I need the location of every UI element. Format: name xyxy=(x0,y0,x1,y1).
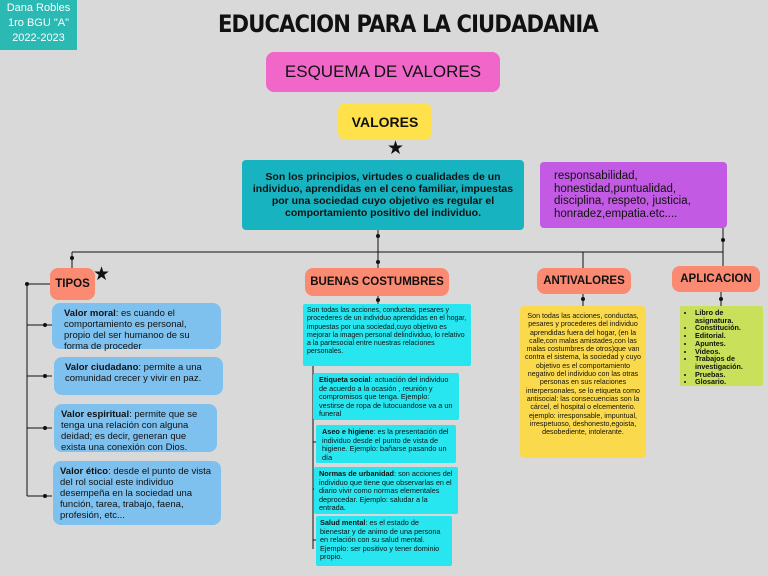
tipo-term: Valor ético xyxy=(60,466,109,477)
tipos-header: TIPOS xyxy=(50,268,95,300)
buena-card-aseo xyxy=(316,425,456,463)
page-title: EDUCACION PARA LA CIUDADANIA xyxy=(218,10,598,38)
aplicacion-item: • Pruebas. xyxy=(695,371,761,379)
tipo-term: Valor moral xyxy=(64,308,116,319)
buenas-intro-box: Son todas las acciones, conductas, pesares y procederes de un individuo aprendidas en el hogar, impuestas por una sociedad,cuyo objetivo es mejorar la imagen personal delindividuo, lo relativo a la partesocial entre nuestras relaciones personales. xyxy=(303,304,471,366)
tipo-card-espiritual xyxy=(54,404,217,452)
values-list-box: responsabilidad, honestidad,puntualidad, disciplina, respeto, justicia, honradez,empatia.etc.... xyxy=(540,162,727,228)
aplicacion-item: • Constitución. xyxy=(695,324,761,332)
tipo-term: Valor ciudadano xyxy=(65,362,139,373)
star-icon: ★ xyxy=(387,138,405,159)
antivalores-box: Son todas las acciones, conductas, pesares y procederes del individuo aprendidas fuera del hogar, (en la calle,con malas amistades,con las malas costumbres de otros)que van contra el sistema, la sociedad y cuyo objetivo es el comportamiento negativo del individuo con las otras personas en sus relaciones interpersonales, se lo etiqueta como antisocial: las consecuencias son la cárcel, el hospital o elcementerio. ejemplo: irresponsable, impuntual, irrespetuoso, deshonesto,egoista, desobediente, intolerante. xyxy=(520,306,646,458)
author-year: 2022-2023 xyxy=(12,32,65,44)
aplicacion-header: APLICACION xyxy=(672,266,760,292)
buena-term: Salud mental xyxy=(320,518,366,527)
aplicacion-item: • Glosario. xyxy=(695,378,761,386)
tipo-term: Valor espiritual xyxy=(61,409,130,420)
tipo-card-moral xyxy=(52,303,221,352)
buena-term: Normas de urbanidad xyxy=(319,469,395,478)
tipo-card-etico xyxy=(53,461,221,525)
buena-text: : son acciones del individuo que tiene que observarlas en el diario vivir como normas elementales deprocedar. Ejemplo: saludar a la entrada. xyxy=(319,469,453,513)
valores-box: VALORES xyxy=(338,103,432,140)
aplicacion-item: • Editorial. xyxy=(695,332,761,340)
star-icon: ★ xyxy=(93,264,111,285)
antivalores-header: ANTIVALORES xyxy=(537,268,631,294)
aplicacion-list xyxy=(685,309,761,386)
tipo-card-ciudadano xyxy=(54,357,223,395)
tipo-text: : permite que se tenga una relación con alguna deidad; es decir, generan que exista una conexión con Dios. xyxy=(61,409,198,453)
aplicacion-item: • Apuntes. xyxy=(695,340,761,348)
aplicacion-item: • Libro de asignatura. xyxy=(695,309,761,324)
tipo-text: : permite a una comunidad crecer y vivir en paz. xyxy=(65,362,202,384)
buena-text: : es el estado de bienestar y de animo de una persona en relación con su salud mental. Ejemplo: ser positivo y tener dominio propio. xyxy=(320,518,441,562)
buena-card-etiqueta xyxy=(313,373,459,420)
definition-box: Son los principios, virtudes o cualidades de un individuo, aprendidas en el ceno familiar, impuestas por una sociedad cuyo objetivo es regular el comportamiento positivo del individuo. xyxy=(242,160,524,230)
author-course: 1ro BGU "A" xyxy=(8,17,69,29)
aplicacion-item: • Trabajos de investigación. xyxy=(695,355,761,370)
author-badge xyxy=(0,0,77,50)
buena-card-urbanidad xyxy=(314,467,458,514)
buenas-costumbres-header: BUENAS COSTUMBRES xyxy=(305,268,449,296)
buena-card-salud xyxy=(316,516,452,566)
tipo-text: : es cuando el comportamiento es personal, propio del ser humanoo de su forma de proceder xyxy=(64,308,190,352)
esquema-box: ESQUEMA DE VALORES xyxy=(266,52,500,92)
buena-term: Etiqueta social xyxy=(319,375,371,384)
buena-text: : es la presentación del individuo desde el punto de vista de higiene. Ejemplo: bañarse pasando un día xyxy=(322,427,449,462)
aplicacion-item: • Videos. xyxy=(695,348,761,356)
tipo-text: : desde el punto de vista del rol social este individuo desempeña en la sociedad una función, tarea, trabajo, faena, profesión, etc... xyxy=(60,466,212,521)
author-name: Dana Robles xyxy=(6,2,71,14)
buena-term: Aseo e higiene xyxy=(322,427,374,436)
buena-text: : actuación del individuo de acuerdo a la ocasión , reunión y compromisos que tenga. Ejemplo: vestirse de ropa de lutocuandose va a un funeral xyxy=(319,375,453,419)
aplicacion-box xyxy=(680,306,763,386)
